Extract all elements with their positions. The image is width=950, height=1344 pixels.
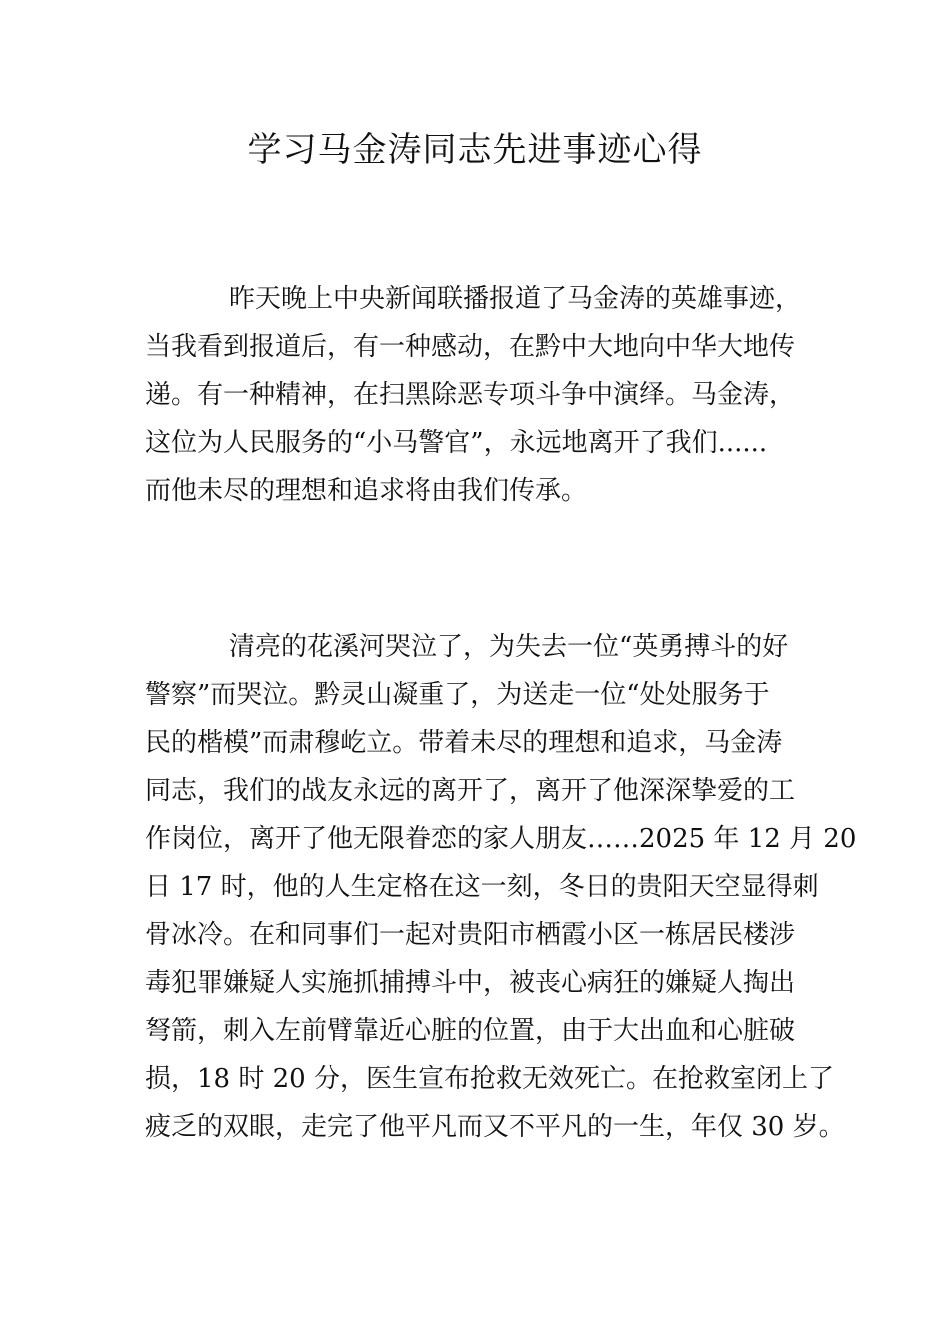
paragraph-line: 当我看到报道后，有一种感动，在黔中大地向中华大地传	[145, 332, 796, 362]
document-title: 学习马金涛同志先进事迹心得	[247, 130, 703, 170]
paragraph-line: 昨天晚上中央新闻联播报道了马金涛的英雄事迹，	[229, 284, 802, 314]
paragraph-line: 日 17 时，他的人生定格在这一刻，冬日的贵阳天空显得刺	[145, 872, 819, 902]
paragraph-2	[145, 623, 857, 1151]
paragraph-line: 弩箭，刺入左前臂靠近心脏的位置，由于大出血和心脏破	[145, 1016, 796, 1046]
paragraph-line: 同志，我们的战友永远的离开了，离开了他深深挚爱的工	[145, 776, 796, 806]
paragraph-line: 而他未尽的理想和追求将由我们传承。	[145, 476, 588, 506]
paragraph-line: 民的楷模”而肃穆屹立。带着未尽的理想和追求，马金涛	[145, 728, 783, 758]
paragraph-line: 作岗位，离开了他无限眷恋的家人朋友……2025 年 12 月 20	[145, 824, 857, 854]
paragraph-line: 递。有一种精神，在扫黑除恶专项斗争中演绎。马金涛，	[145, 380, 796, 410]
paragraph-line: 骨冰冷。在和同事们一起对贵阳市栖霞小区一栋居民楼涉	[145, 920, 796, 950]
paragraph-line: 损，18 时 20 分，医生宣布抢救无效死亡。在抢救室闭上了	[145, 1064, 834, 1094]
paragraph-line: 疲乏的双眼，走完了他平凡而又不平凡的一生，年仅 30 岁。	[145, 1112, 845, 1142]
paragraph-1	[145, 275, 810, 515]
paragraph-line: 警察”而哭泣。黔灵山凝重了，为送走一位“处处服务于	[145, 680, 770, 710]
paragraph-line: 清亮的花溪河哭泣了，为失去一位“英勇搏斗的好	[229, 632, 789, 662]
paragraph-line: 毒犯罪嫌疑人实施抓捕搏斗中，被丧心病狂的嫌疑人掏出	[145, 968, 796, 998]
paragraph-line: 这位为人民服务的“小马警官”，永远地离开了我们......	[145, 428, 768, 458]
